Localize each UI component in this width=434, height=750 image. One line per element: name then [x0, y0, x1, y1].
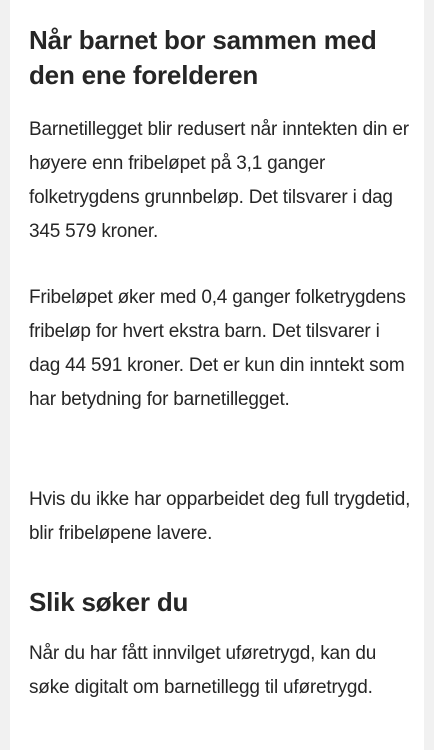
article-card	[10, 0, 424, 750]
paragraph-income-reduction: Barnetillegget blir redusert når inntekten din er høyere enn fribeløpet på 3,1 ganger folketrygdens grunnbeløp. Det tilsvarer i dag 345 579 kroner.	[29, 119, 409, 242]
paragraph-insurance-period: Hvis du ikke har opparbeidet deg full trygdetid, blir fribeløpene lavere.	[29, 489, 411, 544]
section-heading-one-parent: Når barnet bor sammen med den ene forelderen	[29, 25, 377, 90]
section-heading-how-to-apply: Slik søker du	[29, 587, 189, 617]
paragraph-apply-digitally: Når du har fått innvilget uføretrygd, kan du søke digitalt om barnetillegg til uføretrygd.	[29, 643, 377, 698]
paragraph-extra-child-allowance: Fribeløpet øker med 0,4 ganger folketrygdens fribeløp for hvert ekstra barn. Det tilsvarer i dag 44 591 kroner. Det er kun din inntekt som har betydning for barnetillegget.	[29, 287, 406, 410]
